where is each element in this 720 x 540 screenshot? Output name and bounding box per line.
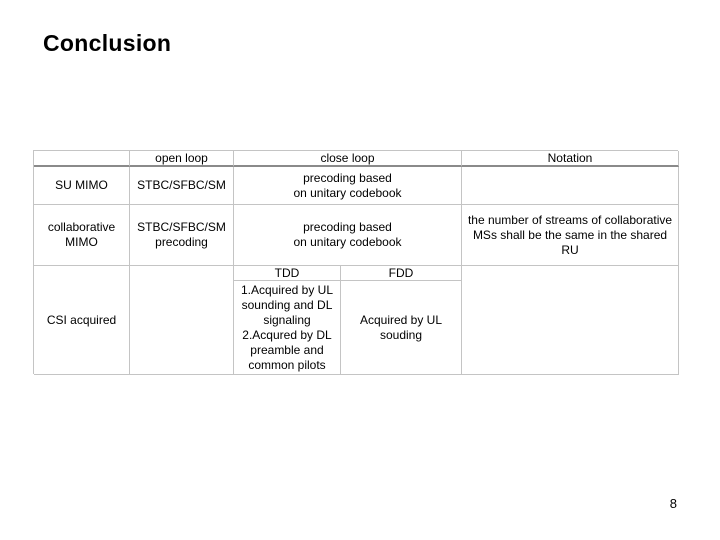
row-label-su-mimo: SU MIMO (34, 167, 130, 205)
comparison-table (33, 150, 678, 374)
csi-tdd-value: 1.Acquired by UL sounding and DL signaling 2.Acqured by DL preamble and common pilots (234, 281, 341, 375)
header-notation: Notation (462, 151, 679, 167)
collaborative-mimo-close-loop: precoding based on unitary codebook (234, 205, 462, 266)
row-label-csi-acquired: CSI acquired (34, 266, 130, 375)
csi-notation (462, 266, 679, 375)
csi-fdd-header: FDD (341, 266, 462, 281)
header-open-loop: open loop (130, 151, 234, 167)
header-close-loop: close loop (234, 151, 462, 167)
row-label-collaborative-mimo: collaborative MIMO (34, 205, 130, 266)
su-mimo-open-loop: STBC/SFBC/SM (130, 167, 234, 205)
csi-open-loop (130, 266, 234, 375)
collaborative-mimo-notation: the number of streams of collaborative MSs shall be the same in the shared RU (462, 205, 679, 266)
su-mimo-notation (462, 167, 679, 205)
header-blank (34, 151, 130, 167)
page-number: 8 (669, 496, 677, 511)
collaborative-mimo-open-loop: STBC/SFBC/SM precoding (130, 205, 234, 266)
csi-tdd-header: TDD (234, 266, 341, 281)
csi-fdd-value: Acquired by UL souding (341, 281, 462, 375)
slide-title: Conclusion (43, 30, 172, 56)
su-mimo-close-loop: precoding based on unitary codebook (234, 167, 462, 205)
